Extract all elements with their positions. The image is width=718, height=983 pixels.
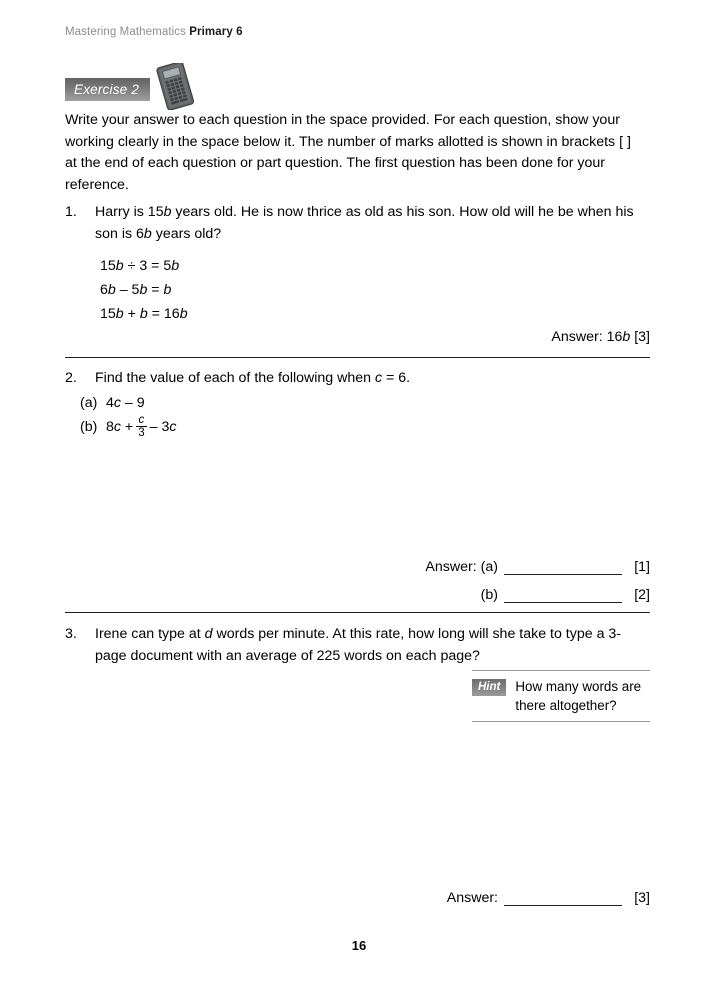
question-1-working [100, 254, 650, 326]
question-1-answer-label: Answer: [551, 329, 603, 345]
working-line-1: 15b ÷ 3 = 5b [100, 258, 180, 274]
separator-rule-1 [65, 357, 650, 358]
calculator-icon [145, 63, 205, 110]
question-2-answer-a-marks: [1] [634, 559, 650, 575]
hint-badge: Hint [472, 679, 506, 696]
page-number: 16 [351, 938, 367, 953]
question-2 [65, 368, 650, 439]
question-2-text: Find the value of each of the following when c = 6. [95, 370, 411, 386]
question-2-parts [80, 392, 650, 439]
question-3-answer-block [400, 887, 650, 915]
question-2-number: 2. [65, 370, 77, 386]
fraction-c-over-3 [136, 414, 146, 439]
instructions-text: Write your answer to each question in the space provided. For each question, show your working clearly in the space below it. The number of marks allotted is shown in brackets [ ] at the end of each question or part question. The first question has been done for your reference. [65, 112, 631, 193]
question-1-answer-value: 16b [606, 329, 631, 345]
running-head-series: Mastering Mathematics [65, 26, 186, 38]
question-3 [65, 624, 650, 667]
fraction-numerator: c [138, 413, 145, 426]
question-3-answer-label: Answer: [446, 890, 498, 906]
question-3-answer-blank[interactable] [504, 892, 622, 906]
working-line-2: 6b – 5b = b [100, 282, 172, 298]
question-3-number: 3. [65, 626, 77, 642]
hint-rule-bottom [472, 721, 650, 722]
running-head [65, 26, 243, 38]
fraction-denominator: 3 [138, 426, 145, 439]
hint-text: How many words are there altogether? [515, 679, 642, 713]
running-head-level: Primary 6 [189, 26, 243, 38]
question-3-text: Irene can type at d words per minute. At this rate, how long will she take to type a 3-page document with an average of 225 words on each page? [95, 626, 622, 664]
working-line-3: 15b + b = 16b [100, 306, 188, 322]
question-2-answer-b-marks: [2] [634, 587, 650, 603]
question-1-answer [65, 329, 650, 345]
question-2-part-a [80, 392, 650, 414]
exercise-banner-label: Exercise 2 [65, 78, 150, 101]
question-2-answer-row-a [400, 556, 650, 578]
part-b-label: (b) [80, 418, 98, 435]
hint-box [472, 670, 650, 722]
question-1-marks: [3] [634, 329, 650, 345]
question-2-answer-a-blank[interactable] [504, 561, 622, 575]
question-2-answer-label: Answer: [425, 559, 477, 575]
part-b-expression: 8c + $\frac{c}{3}$ – 3c [106, 413, 177, 439]
hint-content [472, 671, 650, 721]
question-2-answer-b-blank[interactable] [504, 589, 622, 603]
part-a-label: (a) [80, 394, 98, 411]
question-3-answer-row [400, 887, 650, 909]
question-2-answer-b-label: (b) [480, 587, 498, 603]
question-1-text: Harry is 15b years old. He is now thrice as old as his son. How old will he be when his son is 6b years old? [95, 204, 634, 242]
question-3-marks: [3] [634, 890, 650, 906]
question-2-answer-a-label: (a) [480, 559, 498, 575]
question-2-part-b [80, 414, 650, 439]
part-a-expression: 4c – 9 [106, 394, 145, 411]
separator-rule-2 [65, 612, 650, 613]
question-1 [65, 202, 650, 326]
question-2-answer-block [400, 556, 650, 612]
question-1-number: 1. [65, 204, 77, 220]
exercise-banner-area [65, 78, 150, 101]
question-2-answer-row-b [400, 584, 650, 606]
